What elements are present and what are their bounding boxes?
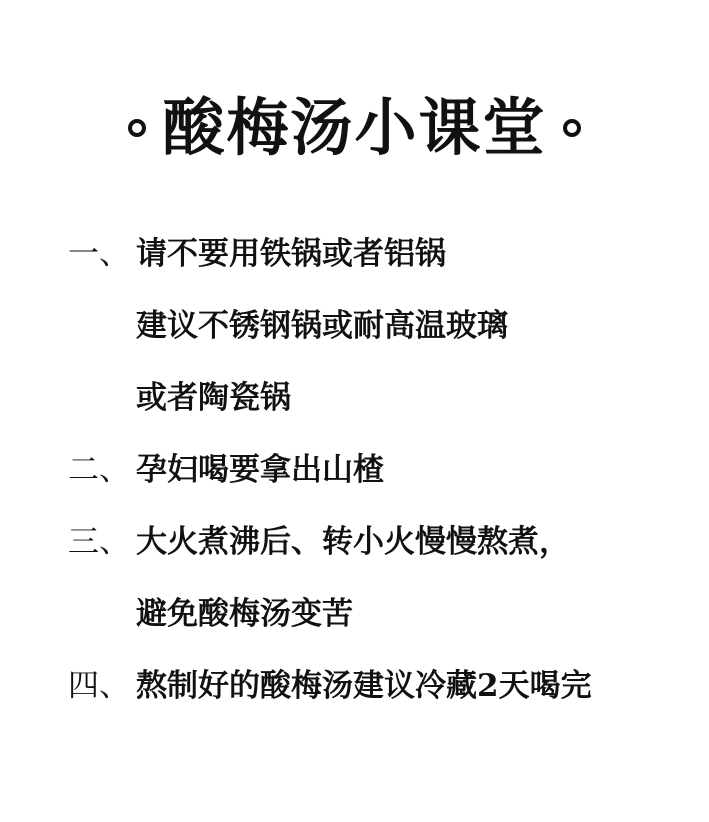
tip-3 [68, 522, 570, 562]
tip-1 [68, 234, 446, 274]
page-title: 酸梅汤小课堂 [162, 91, 547, 164]
tip-1-continuation-1-text: 建议不锈钢锅或耐高温玻璃 [136, 308, 508, 344]
tip-3-numeral: 三、 [68, 524, 130, 560]
left-circle-ornament [128, 119, 146, 137]
tip-1-continuation-2 [136, 378, 291, 418]
tip-3-text: 大火煮沸后、转小火慢慢熬煮， [136, 524, 570, 560]
tip-1-continuation-1 [136, 306, 508, 346]
tip-1-text: 请不要用铁锅或者铝锅 [136, 236, 446, 272]
tip-4-numeral: 四、 [68, 668, 130, 704]
tip-4-text: 熬制好的酸梅汤建议冷藏2天喝完 [136, 668, 592, 704]
title-row [0, 88, 709, 168]
tip-3-continuation [136, 594, 353, 634]
tip-1-numeral: 一、 [68, 236, 130, 272]
tip-3-continuation-text: 避免酸梅汤变苦 [136, 596, 353, 632]
tip-1-continuation-2-text: 或者陶瓷锅 [136, 380, 291, 416]
tip-2-numeral: 二、 [68, 452, 130, 488]
right-circle-ornament [563, 119, 581, 137]
tip-2-text: 孕妇喝要拿出山楂 [136, 452, 384, 488]
tip-2 [68, 450, 384, 490]
tip-4 [68, 666, 592, 706]
